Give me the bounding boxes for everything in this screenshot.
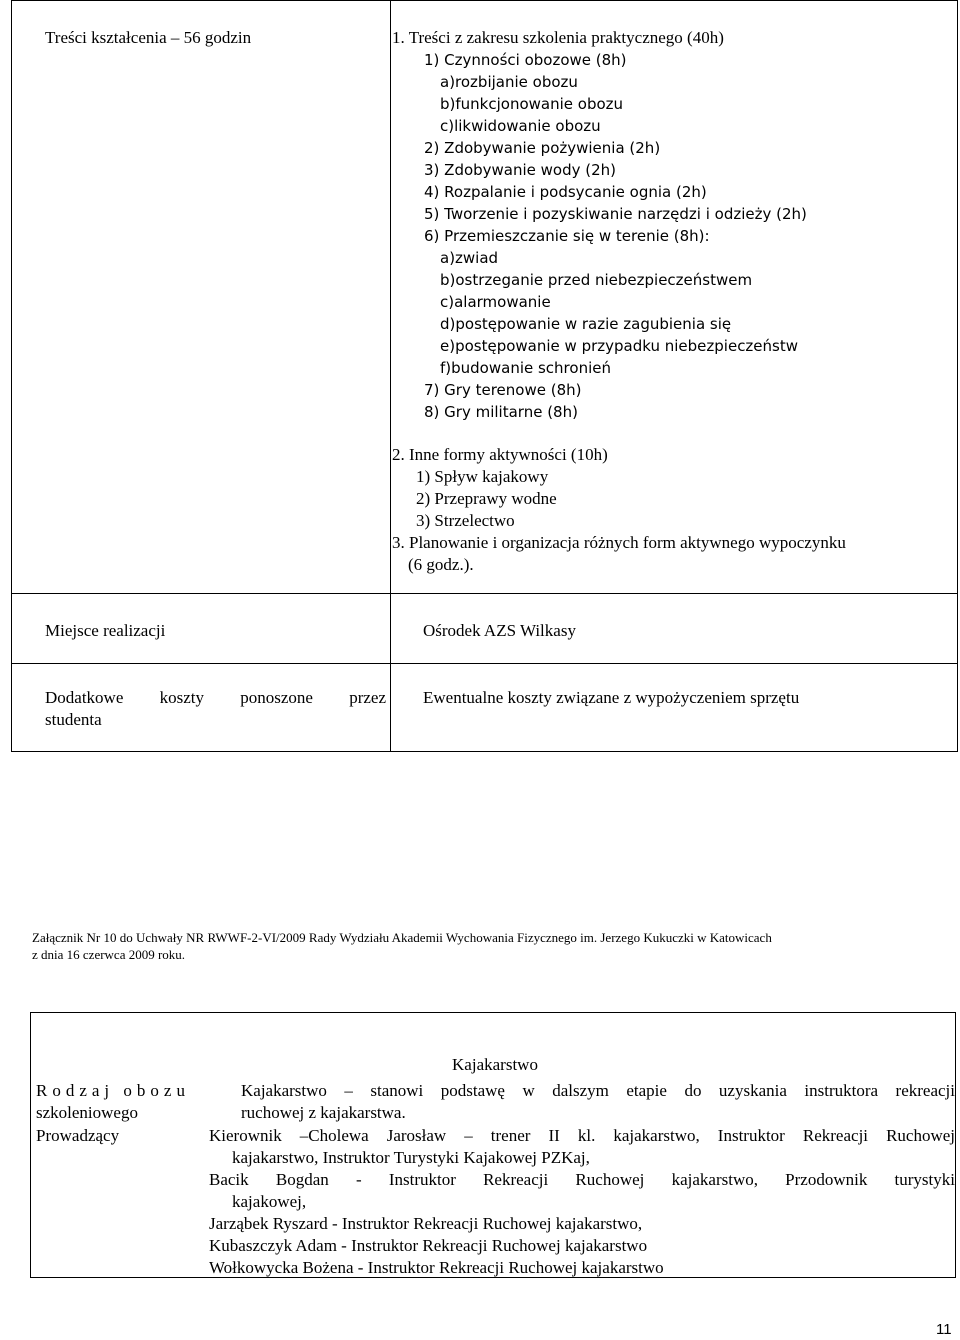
page-number: 11 (936, 1321, 952, 1338)
list-item: 1) Spływ kajakowy (416, 467, 549, 486)
camp-type-label: Rodzaj obozu (36, 1081, 190, 1100)
camp-type-label-cont: szkoleniowego (36, 1103, 138, 1122)
list-item: f)budowanie schronień (440, 359, 611, 377)
camp-type-value: Kajakarstwo – stanowi podstawę w dalszym etapie do uzyskania instruktora rekreacji (241, 1081, 955, 1100)
extra-costs-label: Dodatkowe koszty ponoszone przez (45, 688, 386, 707)
section2-heading: 2. Inne formy aktywności (10h) (392, 445, 608, 464)
list-item: c)alarmowanie (440, 293, 551, 311)
section3-heading-cont: (6 godz.). (408, 555, 474, 574)
camp-title: Kajakarstwo (452, 1055, 538, 1074)
list-item: c)likwidowanie obozu (440, 117, 601, 135)
list-item: a)zwiad (440, 249, 499, 267)
list-item: d)postępowanie w razie zagubienia się (440, 315, 732, 333)
list-item: b)ostrzeganie przed niebezpieczeństwem (440, 271, 753, 289)
list-item: Wołkowycka Bożena - Instruktor Rekreacji Ruchowej kajakarstwo (209, 1258, 664, 1277)
extra-costs-label-cont: studenta (45, 710, 102, 729)
annex-note: Załącznik Nr 10 do Uchwały NR RWWF-2-VI/2009 Rady Wydziału Akademii Wychowania Fizycznego im. Jerzego Kukuczki w Katowicach (32, 930, 772, 945)
list-item: Jarząbek Ryszard - Instruktor Rekreacji Ruchowej kajakarstwo, (209, 1214, 643, 1233)
list-item: kajakarstwo, Instruktor Turystyki Kajakowej PZKaj, (232, 1148, 590, 1167)
content-hours-label: Treści kształcenia – 56 godzin (45, 28, 252, 47)
list-item: a)rozbijanie obozu (440, 73, 578, 91)
list-item: 3) Zdobywanie wody (2h) (424, 161, 617, 179)
list-item: e)postępowanie w przypadku niebezpieczeństw (440, 337, 799, 355)
list-item: kajakowej, (232, 1192, 307, 1211)
list-item: 3) Strzelectwo (416, 511, 515, 530)
list-item: Kierownik –Cholewa Jarosław – trener II kl. kajakarstwo, Instruktor Rekreacji Ruchowej (209, 1126, 955, 1145)
list-item: Kubaszczyk Adam - Instruktor Rekreacji Ruchowej kajakarstwo (209, 1236, 648, 1255)
section1-heading: 1. Treści z zakresu szkolenia praktycznego (40h) (392, 28, 724, 47)
list-item: 5) Tworzenie i pozyskiwanie narzędzi i odzieży (2h) (424, 205, 807, 223)
list-item: 6) Przemieszczanie się w terenie (8h): (424, 227, 710, 245)
list-item: 8) Gry militarne (8h) (424, 403, 578, 421)
annex-date: z dnia 16 czerwca 2009 roku. (32, 947, 186, 962)
section3-heading: 3. Planowanie i organizacja różnych form aktywnego wypoczynku (392, 533, 846, 552)
camp-type-value-cont: ruchowej z kajakarstwa. (241, 1103, 406, 1122)
list-item: 2) Przeprawy wodne (416, 489, 557, 508)
list-item: 7) Gry terenowe (8h) (424, 381, 582, 399)
list-item: b)funkcjonowanie obozu (440, 95, 624, 113)
extra-costs-value: Ewentualne koszty związane z wypożyczeniem sprzętu (423, 688, 800, 707)
location-value: Ośrodek AZS Wilkasy (423, 621, 576, 640)
list-item: Bacik Bogdan - Instruktor Rekreacji Ruchowej kajakarstwo, Przodownik turystyki (209, 1170, 955, 1189)
list-item: 1) Czynności obozowe (8h) (424, 51, 627, 69)
location-label: Miejsce realizacji (45, 621, 166, 640)
leaders-label: Prowadzący (36, 1126, 120, 1145)
list-item: 4) Rozpalanie i podsycanie ognia (2h) (424, 183, 707, 201)
list-item: 2) Zdobywanie pożywienia (2h) (424, 139, 661, 157)
